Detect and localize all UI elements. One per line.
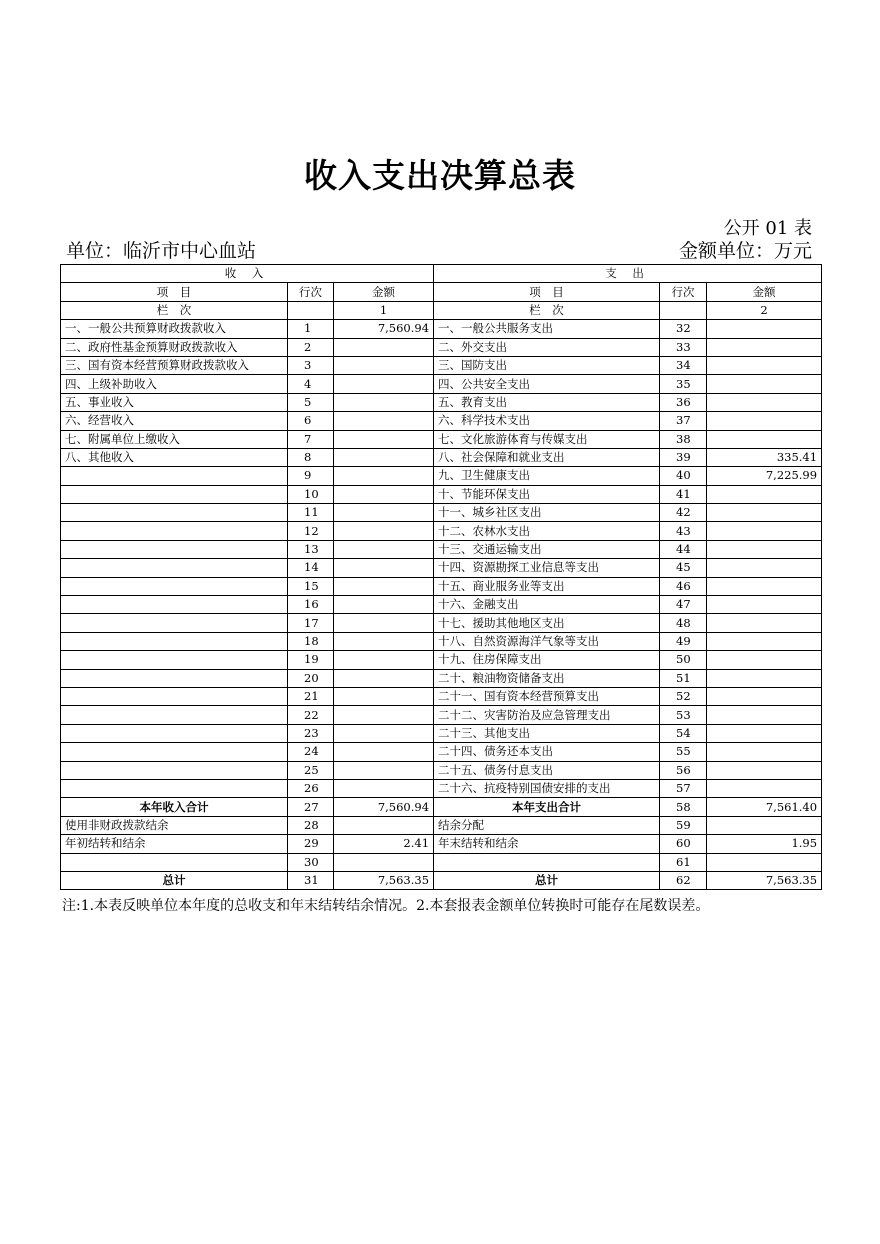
income-row-no: 20 (288, 669, 334, 687)
income-row-no: 21 (288, 687, 334, 705)
expense-row-no: 56 (660, 761, 707, 779)
income-amount (334, 559, 434, 577)
money-unit: 金额单位：万元 (678, 240, 812, 262)
expense-row-no: 47 (660, 596, 707, 614)
income-row-no: 15 (288, 577, 334, 595)
income-item (61, 743, 288, 761)
income-item (61, 614, 288, 632)
expense-item: 四、公共安全支出 (434, 375, 660, 393)
income-row-no: 16 (288, 596, 334, 614)
expense-amount (707, 375, 822, 393)
income-total-label: 总计 (61, 871, 288, 889)
table-row (61, 632, 822, 650)
income-amount (334, 375, 434, 393)
expense-row-no: 35 (660, 375, 707, 393)
table-row (61, 706, 822, 724)
expense-amount (707, 430, 822, 448)
income-item (61, 706, 288, 724)
income-item: 三、国有资本经营预算财政拨款收入 (61, 356, 288, 374)
income-amount (334, 651, 434, 669)
expense-row-no: 39 (660, 448, 707, 466)
income-column-blank (288, 301, 334, 319)
expense-row-no: 60 (660, 835, 707, 853)
income-amount (334, 743, 434, 761)
income-amount (334, 412, 434, 430)
expense-amount: 7,561.40 (707, 798, 822, 816)
expense-row-no: 45 (660, 559, 707, 577)
income-amount (334, 687, 434, 705)
table-row (61, 651, 822, 669)
income-item (61, 632, 288, 650)
income-item (61, 853, 288, 871)
expense-item: 五、教育支出 (434, 393, 660, 411)
income-item (61, 779, 288, 797)
expense-item: 结余分配 (434, 816, 660, 834)
income-item: 八、其他收入 (61, 448, 288, 466)
expense-amount (707, 743, 822, 761)
income-item: 六、经营收入 (61, 412, 288, 430)
expense-amount (707, 393, 822, 411)
expense-item: 十八、自然资源海洋气象等支出 (434, 632, 660, 650)
income-item: 使用非财政拨款结余 (61, 816, 288, 834)
expense-amount (707, 614, 822, 632)
income-item (61, 522, 288, 540)
income-amount (334, 540, 434, 558)
expense-column-label: 栏 次 (434, 301, 660, 319)
table-row (61, 393, 822, 411)
expense-item: 六、科学技术支出 (434, 412, 660, 430)
income-amount (334, 430, 434, 448)
income-amount (334, 724, 434, 742)
income-amount (334, 669, 434, 687)
income-row-no: 19 (288, 651, 334, 669)
table-row (61, 596, 822, 614)
table-row (61, 504, 822, 522)
expense-column-blank (660, 301, 707, 319)
expense-item: 二十五、债务付息支出 (434, 761, 660, 779)
expense-amount (707, 853, 822, 871)
expense-item: 年末结转和结余 (434, 835, 660, 853)
income-row-no: 2 (288, 338, 334, 356)
income-item: 七、附属单位上缴收入 (61, 430, 288, 448)
expense-section-header: 支 出 (434, 265, 822, 283)
table-row (61, 338, 822, 356)
expense-item: 十四、资源勘探工业信息等支出 (434, 559, 660, 577)
expense-amount: 7,225.99 (707, 467, 822, 485)
expense-row-no: 43 (660, 522, 707, 540)
income-item (61, 669, 288, 687)
income-item: 年初结转和结余 (61, 835, 288, 853)
expense-item: 九、卫生健康支出 (434, 467, 660, 485)
income-row-no: 24 (288, 743, 334, 761)
table-row (61, 522, 822, 540)
income-item (61, 467, 288, 485)
expense-item: 十三、交通运输支出 (434, 540, 660, 558)
income-row-no: 3 (288, 356, 334, 374)
expense-item-header: 项 目 (434, 283, 660, 301)
income-column-number: 1 (334, 301, 434, 319)
expense-amount: 1.95 (707, 835, 822, 853)
expense-amount (707, 651, 822, 669)
income-amount (334, 614, 434, 632)
expense-amount (707, 779, 822, 797)
expense-item: 十一、城乡社区支出 (434, 504, 660, 522)
expense-row-no: 33 (660, 338, 707, 356)
income-row-no: 7 (288, 430, 334, 448)
income-amount (334, 577, 434, 595)
income-row-no: 12 (288, 522, 334, 540)
table-row (61, 835, 822, 853)
expense-row-no: 46 (660, 577, 707, 595)
income-amount: 7,560.94 (334, 320, 434, 338)
income-item (61, 577, 288, 595)
expense-amount (707, 356, 822, 374)
income-row-no: 10 (288, 485, 334, 503)
expense-item: 二十二、灾害防治及应急管理支出 (434, 706, 660, 724)
table-row (61, 761, 822, 779)
income-row-no: 11 (288, 504, 334, 522)
income-item (61, 559, 288, 577)
table-row (61, 614, 822, 632)
expense-amount (707, 412, 822, 430)
expense-row-no: 37 (660, 412, 707, 430)
income-amount (334, 485, 434, 503)
column-header-row (61, 283, 822, 301)
income-amount (334, 853, 434, 871)
expense-row-no: 34 (660, 356, 707, 374)
income-amount (334, 448, 434, 466)
expense-amount (707, 632, 822, 650)
table-row (61, 540, 822, 558)
expense-item: 二十、粮油物资储备支出 (434, 669, 660, 687)
table-row (61, 356, 822, 374)
table-row (61, 320, 822, 338)
expense-row-no: 53 (660, 706, 707, 724)
expense-amount (707, 540, 822, 558)
expense-item: 二十一、国有资本经营预算支出 (434, 687, 660, 705)
income-amount (334, 816, 434, 834)
expense-amount (707, 724, 822, 742)
expense-amount: 335.41 (707, 448, 822, 466)
income-item: 五、事业收入 (61, 393, 288, 411)
income-amount (334, 338, 434, 356)
income-item (61, 540, 288, 558)
table-row (61, 448, 822, 466)
income-amount (334, 596, 434, 614)
expense-column-number: 2 (707, 301, 822, 319)
table-row (61, 743, 822, 761)
income-amount-header: 金额 (334, 283, 434, 301)
expense-amount (707, 761, 822, 779)
expense-total-label: 总计 (434, 871, 660, 889)
table-row (61, 687, 822, 705)
expense-row-no: 62 (660, 871, 707, 889)
income-row-no: 28 (288, 816, 334, 834)
income-row-no: 14 (288, 559, 334, 577)
expense-row-no-header: 行次 (660, 283, 707, 301)
expense-item: 十七、援助其他地区支出 (434, 614, 660, 632)
table-row (61, 430, 822, 448)
table-row (61, 779, 822, 797)
income-amount (334, 779, 434, 797)
expense-row-no: 51 (660, 669, 707, 687)
table-row (61, 375, 822, 393)
expense-amount-header: 金额 (707, 283, 822, 301)
income-row-no: 6 (288, 412, 334, 430)
expense-row-no: 58 (660, 798, 707, 816)
expense-row-no: 40 (660, 467, 707, 485)
expense-item: 八、社会保障和就业支出 (434, 448, 660, 466)
expense-amount: 7,563.35 (707, 871, 822, 889)
table-row (61, 485, 822, 503)
expense-amount (707, 577, 822, 595)
expense-amount (707, 338, 822, 356)
income-row-no: 8 (288, 448, 334, 466)
expense-amount (707, 596, 822, 614)
expense-row-no: 54 (660, 724, 707, 742)
income-amount (334, 522, 434, 540)
table-row (61, 816, 822, 834)
expense-item: 二十四、债务还本支出 (434, 743, 660, 761)
reporting-unit: 单位：临沂市中心血站 (66, 240, 257, 262)
income-row-no: 25 (288, 761, 334, 779)
table-row (61, 559, 822, 577)
income-item (61, 761, 288, 779)
expense-amount (707, 522, 822, 540)
expense-amount (707, 816, 822, 834)
income-amount (334, 356, 434, 374)
income-row-no: 5 (288, 393, 334, 411)
expense-row-no: 61 (660, 853, 707, 871)
expense-row-no: 42 (660, 504, 707, 522)
income-item (61, 485, 288, 503)
income-amount (334, 504, 434, 522)
income-item: 二、政府性基金预算财政拨款收入 (61, 338, 288, 356)
income-item (61, 687, 288, 705)
subtotal-row (61, 798, 822, 816)
expense-row-no: 55 (660, 743, 707, 761)
income-row-no: 23 (288, 724, 334, 742)
expense-item: 十、节能环保支出 (434, 485, 660, 503)
income-row-no: 9 (288, 467, 334, 485)
expense-row-no: 44 (660, 540, 707, 558)
expense-amount (707, 504, 822, 522)
income-item: 四、上级补助收入 (61, 375, 288, 393)
expense-item: 二、外交支出 (434, 338, 660, 356)
income-section-header: 收 入 (61, 265, 434, 283)
expense-row-no: 57 (660, 779, 707, 797)
income-column-label: 栏 次 (61, 301, 288, 319)
footnote: 注:1.本表反映单位本年度的总收支和年末结转结余情况。2.本套报表金额单位转换时可能存在尾数误差。 (62, 898, 710, 914)
table-row (61, 467, 822, 485)
expense-amount (707, 320, 822, 338)
expense-total-label: 本年支出合计 (434, 798, 660, 816)
income-row-no: 17 (288, 614, 334, 632)
income-row-no: 13 (288, 540, 334, 558)
form-number: 公开 01 表 (723, 218, 812, 239)
expense-amount (707, 559, 822, 577)
expense-item: 十六、金融支出 (434, 596, 660, 614)
expense-row-no: 32 (660, 320, 707, 338)
income-item (61, 596, 288, 614)
income-amount: 2.41 (334, 835, 434, 853)
income-row-no: 27 (288, 798, 334, 816)
income-row-no: 29 (288, 835, 334, 853)
income-total-label: 本年收入合计 (61, 798, 288, 816)
expense-item: 二十三、其他支出 (434, 724, 660, 742)
income-item: 一、一般公共预算财政拨款收入 (61, 320, 288, 338)
income-amount (334, 467, 434, 485)
income-row-no: 4 (288, 375, 334, 393)
income-row-no: 26 (288, 779, 334, 797)
income-amount (334, 761, 434, 779)
income-amount (334, 706, 434, 724)
section-header-row (61, 265, 822, 283)
income-item-header: 项 目 (61, 283, 288, 301)
table-row (61, 577, 822, 595)
income-row-no: 30 (288, 853, 334, 871)
expense-item: 十五、商业服务业等支出 (434, 577, 660, 595)
expense-row-no: 50 (660, 651, 707, 669)
expense-amount (707, 687, 822, 705)
expense-row-no: 38 (660, 430, 707, 448)
table-row (61, 669, 822, 687)
expense-amount (707, 669, 822, 687)
expense-amount (707, 485, 822, 503)
income-row-no: 18 (288, 632, 334, 650)
income-row-no: 31 (288, 871, 334, 889)
summary-table (60, 264, 822, 890)
income-item (61, 651, 288, 669)
expense-item: 一、一般公共服务支出 (434, 320, 660, 338)
grand-total-row (61, 871, 822, 889)
table-row (61, 853, 822, 871)
expense-item: 十九、住房保障支出 (434, 651, 660, 669)
income-row-no-header: 行次 (288, 283, 334, 301)
income-item (61, 504, 288, 522)
expense-item (434, 853, 660, 871)
income-amount: 7,563.35 (334, 871, 434, 889)
expense-amount (707, 706, 822, 724)
income-amount: 7,560.94 (334, 798, 434, 816)
column-number-row (61, 301, 822, 319)
income-item (61, 724, 288, 742)
expense-row-no: 52 (660, 687, 707, 705)
income-row-no: 1 (288, 320, 334, 338)
expense-row-no: 36 (660, 393, 707, 411)
expense-row-no: 48 (660, 614, 707, 632)
expense-row-no: 49 (660, 632, 707, 650)
table-row (61, 724, 822, 742)
income-amount (334, 632, 434, 650)
expense-row-no: 59 (660, 816, 707, 834)
expense-item: 二十六、抗疫特别国债安排的支出 (434, 779, 660, 797)
expense-row-no: 41 (660, 485, 707, 503)
expense-item: 七、文化旅游体育与传媒支出 (434, 430, 660, 448)
income-amount (334, 393, 434, 411)
income-row-no: 22 (288, 706, 334, 724)
expense-item: 三、国防支出 (434, 356, 660, 374)
table-row (61, 412, 822, 430)
page-title: 收入支出决算总表 (304, 156, 576, 195)
expense-item: 十二、农林水支出 (434, 522, 660, 540)
